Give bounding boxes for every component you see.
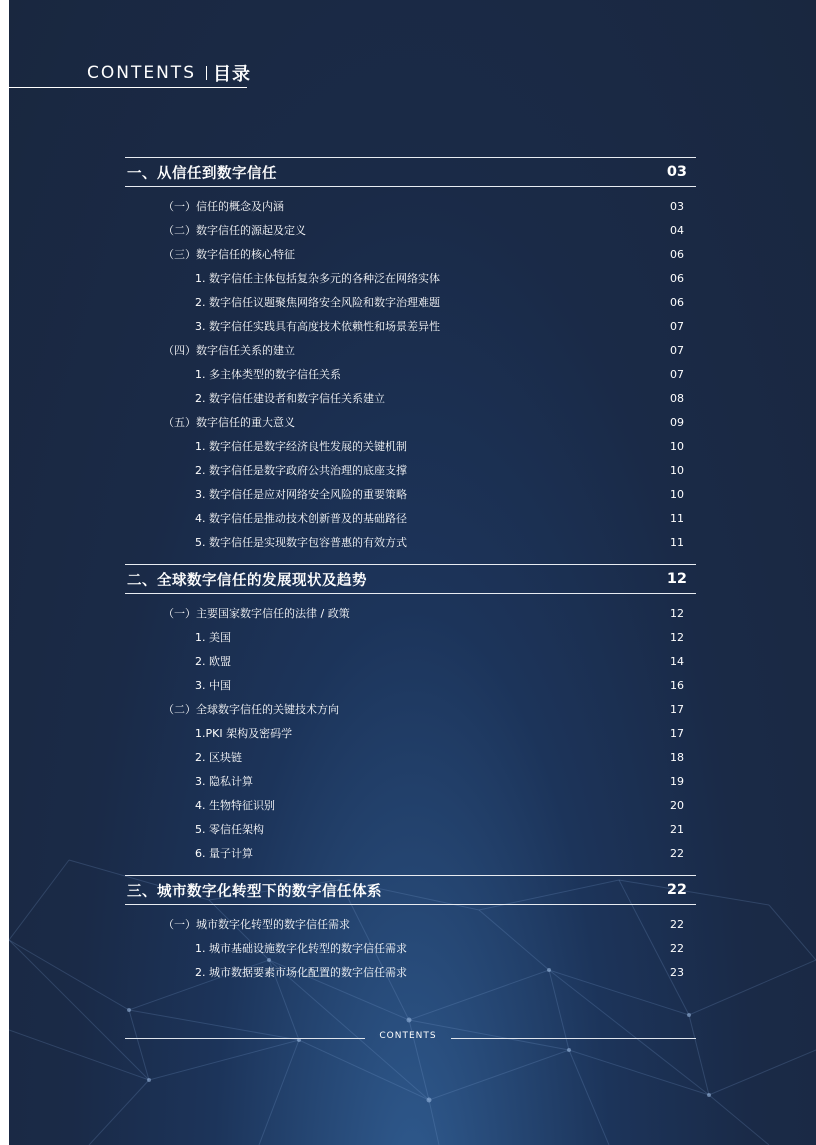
toc-section [125, 564, 696, 865]
toc-entry-page: 22 [670, 941, 684, 955]
toc-entry-item[interactable] [125, 769, 696, 793]
toc-entry-item[interactable] [125, 290, 696, 314]
toc-entry-page: 06 [670, 295, 684, 309]
toc-entry-subsection[interactable] [125, 338, 696, 362]
toc-entry-title: 3. 隐私计算 [195, 775, 253, 788]
toc-entry-title: 1. 多主体类型的数字信任关系 [195, 368, 341, 381]
toc-section [125, 157, 696, 554]
toc-entry-subsection[interactable] [125, 601, 696, 625]
toc-entry-title: （二）全球数字信任的关键技术方向 [163, 703, 339, 716]
toc-entry-title: 3. 中国 [195, 679, 231, 692]
toc-entry-page: 17 [670, 702, 684, 716]
section-heading[interactable] [125, 157, 696, 187]
toc-entry-item[interactable] [125, 506, 696, 530]
toc-entry-title: （三）数字信任的核心特征 [163, 248, 295, 261]
toc-entry-item[interactable] [125, 434, 696, 458]
toc-entry-title: 1. 数字信任是数字经济良性发展的关键机制 [195, 440, 407, 453]
toc-entry-item[interactable] [125, 793, 696, 817]
toc-entry-title: （一）信任的概念及内涵 [163, 200, 284, 213]
toc-entry-subsection[interactable] [125, 697, 696, 721]
section-title: 二、全球数字信任的发展现状及趋势 [127, 572, 367, 589]
toc-entry-item[interactable] [125, 458, 696, 482]
toc-entry-page: 10 [670, 439, 684, 453]
section-page-number: 22 [666, 882, 687, 898]
toc-entry-title: （二）数字信任的源起及定义 [163, 224, 306, 237]
section-page-number: 12 [666, 571, 687, 587]
toc-entry-item[interactable] [125, 649, 696, 673]
toc-entry-title: 5. 零信任架构 [195, 823, 264, 836]
toc-entry-item[interactable] [125, 625, 696, 649]
toc-entry-item[interactable] [125, 841, 696, 865]
toc-entry-page: 11 [670, 511, 684, 525]
section-title: 三、城市数字化转型下的数字信任体系 [127, 883, 382, 900]
toc-entry-title: 4. 数字信任是推动技术创新普及的基础路径 [195, 512, 407, 525]
toc-entry-title: 3. 数字信任是应对网络安全风险的重要策略 [195, 488, 407, 501]
toc-entry-page: 04 [670, 223, 684, 237]
toc-entry-page: 12 [670, 630, 684, 644]
page-footer [125, 1031, 696, 1045]
toc-entry-subsection[interactable] [125, 218, 696, 242]
toc-entry-title: 2. 城市数据要素市场化配置的数字信任需求 [195, 966, 407, 979]
toc-entry-subsection[interactable] [125, 194, 696, 218]
toc-entry-page: 16 [670, 678, 684, 692]
toc-entry-title: 2. 数字信任是数字政府公共治理的底座支撑 [195, 464, 407, 477]
toc-entry-page: 22 [670, 846, 684, 860]
toc-entry-item[interactable] [125, 362, 696, 386]
toc-entries [125, 905, 696, 984]
toc-entry-item[interactable] [125, 936, 696, 960]
toc-entry-page: 12 [670, 606, 684, 620]
toc-entry-title: 1. 美国 [195, 631, 231, 644]
toc-entry-item[interactable] [125, 745, 696, 769]
toc-entry-page: 19 [670, 774, 684, 788]
toc-entry-item[interactable] [125, 386, 696, 410]
toc-entry-page: 10 [670, 487, 684, 501]
toc-entry-page: 10 [670, 463, 684, 477]
toc-entry-title: 2. 数字信任议题聚焦网络安全风险和数字治理难题 [195, 296, 440, 309]
footer-line-left [125, 1038, 365, 1039]
toc-entry-item[interactable] [125, 817, 696, 841]
section-heading[interactable] [125, 564, 696, 594]
toc-entry-title: （五）数字信任的重大意义 [163, 416, 295, 429]
toc-entry-title: 4. 生物特征识别 [195, 799, 275, 812]
section-page-number: 03 [666, 164, 687, 180]
toc-entry-title: 2. 欧盟 [195, 655, 231, 668]
toc-entry-title: 6. 量子计算 [195, 847, 253, 860]
toc-entry-page: 18 [670, 750, 684, 764]
toc-entry-item[interactable] [125, 482, 696, 506]
toc-entry-title: 2. 数字信任建设者和数字信任关系建立 [195, 392, 385, 405]
toc-entry-title: 1.PKI 架构及密码学 [195, 727, 293, 740]
section-heading[interactable] [125, 875, 696, 905]
toc-entries [125, 594, 696, 865]
toc-entry-title: （四）数字信任关系的建立 [163, 344, 295, 357]
toc-entry-title: 5. 数字信任是实现数字包容普惠的有效方式 [195, 536, 407, 549]
contents-page [9, 0, 816, 1145]
toc-entry-page: 14 [670, 654, 684, 668]
header-title-zh: 目录 [213, 64, 251, 85]
toc-entry-page: 06 [670, 247, 684, 261]
toc-entry-page: 11 [670, 535, 684, 549]
toc-entry-page: 06 [670, 271, 684, 285]
header-underline [9, 87, 247, 88]
toc-entry-title: （一）城市数字化转型的数字信任需求 [163, 918, 350, 931]
toc-entry-subsection[interactable] [125, 912, 696, 936]
header-separator [206, 66, 207, 80]
section-title: 一、从信任到数字信任 [127, 165, 277, 182]
toc-entry-page: 03 [670, 199, 684, 213]
toc-entry-item[interactable] [125, 673, 696, 697]
toc-entry-title: 2. 区块链 [195, 751, 242, 764]
footer-label: CONTENTS [379, 1031, 437, 1041]
toc-entry-title: 1. 数字信任主体包括复杂多元的各种泛在网络实体 [195, 272, 440, 285]
toc-entry-item[interactable] [125, 530, 696, 554]
toc-entry-subsection[interactable] [125, 410, 696, 434]
footer-line-right [451, 1038, 696, 1039]
toc-entry-page: 08 [670, 391, 684, 405]
toc-entries [125, 187, 696, 554]
toc-entry-page: 09 [670, 415, 684, 429]
toc-entry-title: （一）主要国家数字信任的法律 / 政策 [163, 607, 350, 620]
toc-entry-page: 21 [670, 822, 684, 836]
toc-entry-title: 3. 数字信任实践具有高度技术依赖性和场景差异性 [195, 320, 440, 333]
toc-entry-title: 1. 城市基础设施数字化转型的数字信任需求 [195, 942, 407, 955]
toc-section [125, 875, 696, 984]
toc-entry-item[interactable] [125, 721, 696, 745]
header-title-en: CONTENTS [87, 63, 196, 83]
toc-entry-page: 23 [670, 965, 684, 979]
toc-entry-page: 20 [670, 798, 684, 812]
toc-entry-page: 17 [670, 726, 684, 740]
toc-entry-item[interactable] [125, 314, 696, 338]
toc-entry-page: 07 [670, 343, 684, 357]
toc-entry-page: 07 [670, 319, 684, 333]
contents-header [87, 60, 251, 86]
toc-entry-item[interactable] [125, 960, 696, 984]
toc-entry-page: 07 [670, 367, 684, 381]
table-of-contents [125, 157, 696, 984]
toc-entry-item[interactable] [125, 266, 696, 290]
toc-entry-page: 22 [670, 917, 684, 931]
toc-entry-subsection[interactable] [125, 242, 696, 266]
